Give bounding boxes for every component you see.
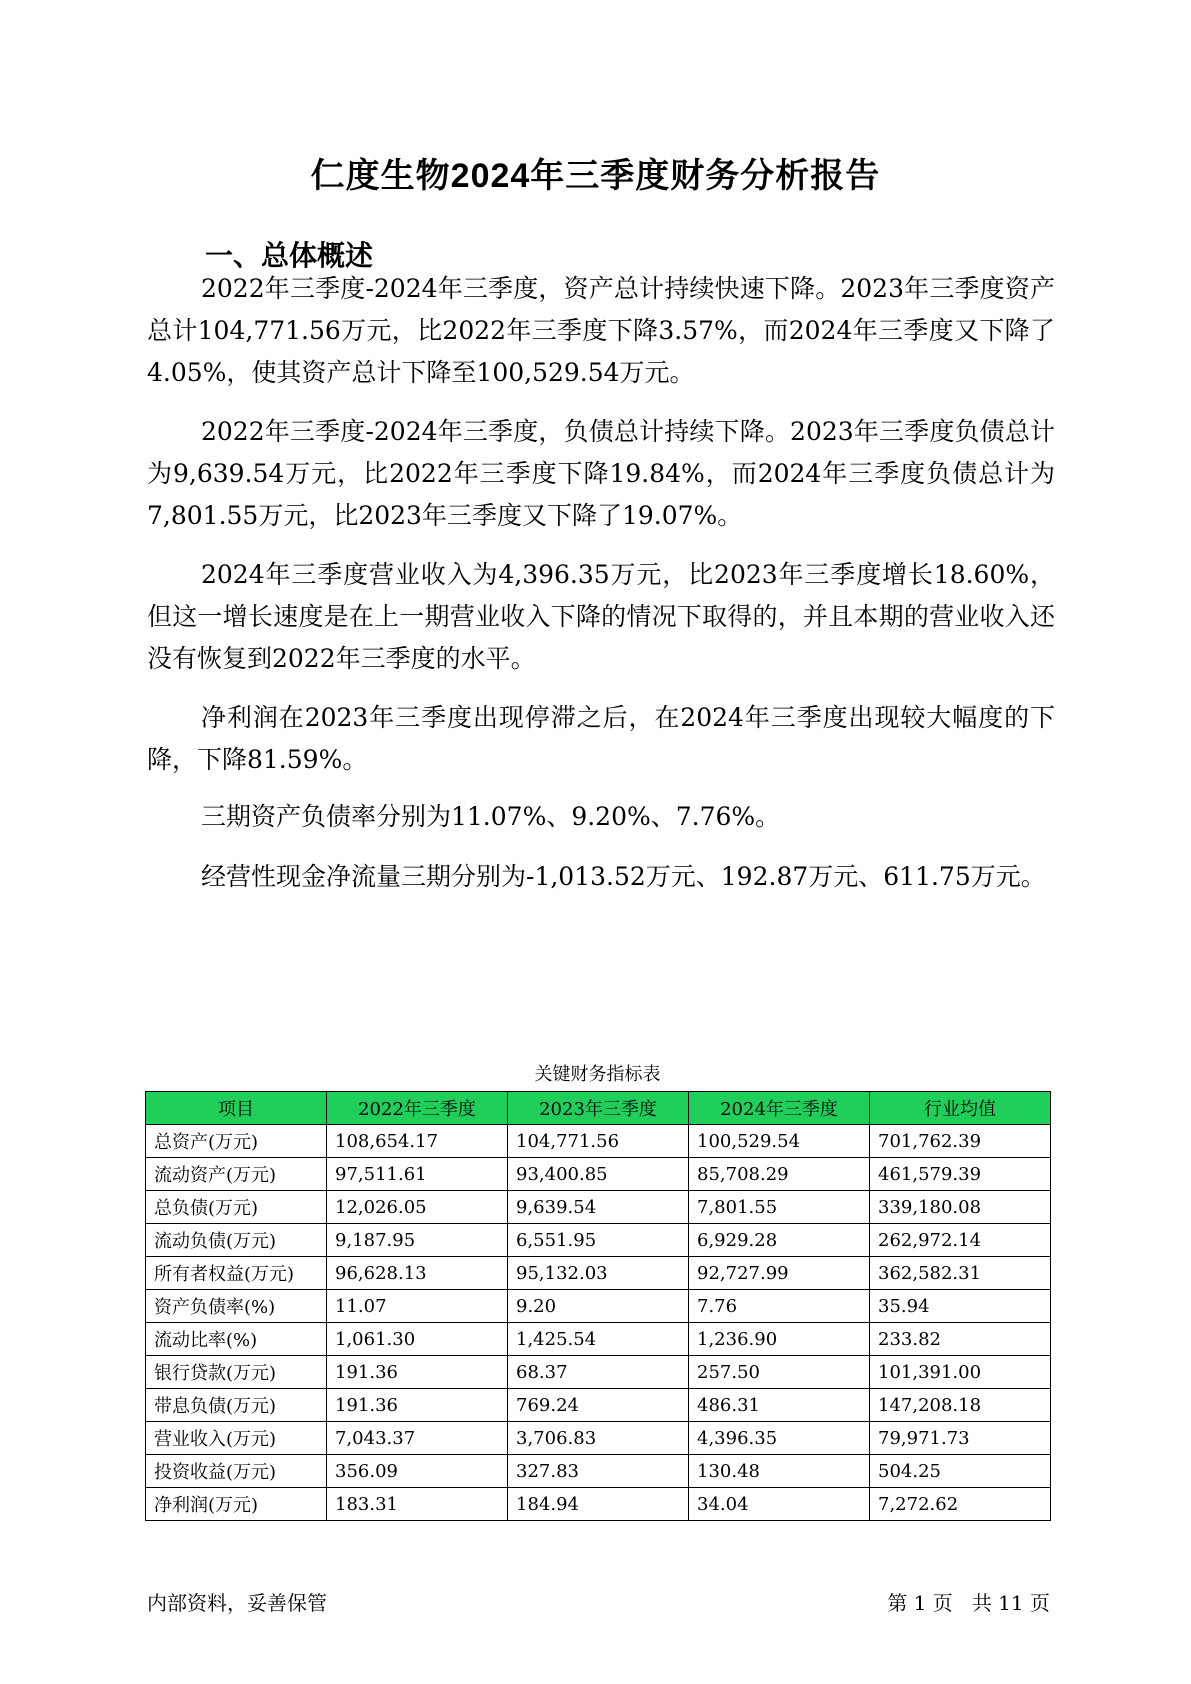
cell-value: 504.25: [870, 1455, 1051, 1488]
cell-value: 12,026.05: [327, 1191, 508, 1224]
cell-value: 96,628.13: [327, 1257, 508, 1290]
table-row: [146, 1125, 1051, 1158]
table-row: [146, 1323, 1051, 1356]
cell-value: 191.36: [327, 1356, 508, 1389]
paragraph-net-profit: 净利润在2023年三季度出现停滞之后，在2024年三季度出现较大幅度的下降，下降81.59%。: [147, 703, 1055, 774]
header-2024q3: 2024年三季度: [689, 1092, 870, 1125]
cell-value: 93,400.85: [508, 1158, 689, 1191]
row-label: 所有者权益(万元): [146, 1257, 327, 1290]
cell-value: 34.04: [689, 1488, 870, 1521]
row-label: 资产负债率(%): [146, 1290, 327, 1323]
row-label: 带息负债(万元): [146, 1389, 327, 1422]
cell-value: 191.36: [327, 1389, 508, 1422]
paragraph-total-liabilities: 2022年三季度-2024年三季度，负债总计持续下降。2023年三季度负债总计为9,639.54万元，比2022年三季度下降19.84%，而2024年三季度负债总计为7,801.55万元，比2023年三季度又下降了19.07%。: [147, 417, 1055, 530]
cell-value: 9.20: [508, 1290, 689, 1323]
cell-value: 1,061.30: [327, 1323, 508, 1356]
cell-value: 486.31: [689, 1389, 870, 1422]
cell-value: 327.83: [508, 1455, 689, 1488]
cell-value: 68.37: [508, 1356, 689, 1389]
cell-value: 79,971.73: [870, 1422, 1051, 1455]
table-caption: 关键财务指标表: [534, 1064, 661, 1085]
cell-value: 769.24: [508, 1389, 689, 1422]
cell-value: 184.94: [508, 1488, 689, 1521]
cell-value: 6,551.95: [508, 1224, 689, 1257]
cell-value: 1,236.90: [689, 1323, 870, 1356]
row-label: 流动负债(万元): [146, 1224, 327, 1257]
footer-confidential-note: 内部资料，妥善保管: [147, 1591, 327, 1615]
cell-value: 101,391.00: [870, 1356, 1051, 1389]
table-row: [146, 1422, 1051, 1455]
cell-value: 7.76: [689, 1290, 870, 1323]
table-row: [146, 1224, 1051, 1257]
table-row: [146, 1488, 1051, 1521]
cell-value: 97,511.61: [327, 1158, 508, 1191]
cell-value: 461,579.39: [870, 1158, 1051, 1191]
cell-value: 262,972.14: [870, 1224, 1051, 1257]
cell-value: 85,708.29: [689, 1158, 870, 1191]
header-item: 项目: [146, 1092, 327, 1125]
cell-value: 147,208.18: [870, 1389, 1051, 1422]
cell-value: 95,132.03: [508, 1257, 689, 1290]
cell-value: 108,654.17: [327, 1125, 508, 1158]
table-row: [146, 1455, 1051, 1488]
row-label: 流动资产(万元): [146, 1158, 327, 1191]
cell-value: 9,187.95: [327, 1224, 508, 1257]
table-header-row: [146, 1092, 1051, 1125]
cell-value: 362,582.31: [870, 1257, 1051, 1290]
paragraph-total-assets: 2022年三季度-2024年三季度，资产总计持续快速下降。2023年三季度资产总计104,771.56万元，比2022年三季度下降3.57%，而2024年三季度又下降了4.05%，使其资产总计下降至100,529.54万元。: [147, 274, 1055, 387]
paragraph-operating-cash-flow: 经营性现金净流量三期分别为-1,013.52万元、192.87万元、611.75万元。: [201, 862, 1046, 891]
cell-value: 183.31: [327, 1488, 508, 1521]
cell-value: 100,529.54: [689, 1125, 870, 1158]
row-label: 营业收入(万元): [146, 1422, 327, 1455]
row-label: 总负债(万元): [146, 1191, 327, 1224]
cell-value: 7,272.62: [870, 1488, 1051, 1521]
key-financial-indicators-table: [145, 1091, 1051, 1521]
header-industry-average: 行业均值: [870, 1092, 1051, 1125]
cell-value: 1,425.54: [508, 1323, 689, 1356]
cell-value: 356.09: [327, 1455, 508, 1488]
table-row: [146, 1158, 1051, 1191]
header-2023q3: 2023年三季度: [508, 1092, 689, 1125]
cell-value: 92,727.99: [689, 1257, 870, 1290]
cell-value: 701,762.39: [870, 1125, 1051, 1158]
cell-value: 7,801.55: [689, 1191, 870, 1224]
table-row: [146, 1356, 1051, 1389]
cell-value: 11.07: [327, 1290, 508, 1323]
cell-value: 130.48: [689, 1455, 870, 1488]
cell-value: 339,180.08: [870, 1191, 1051, 1224]
cell-value: 257.50: [689, 1356, 870, 1389]
cell-value: 35.94: [870, 1290, 1051, 1323]
paragraph-debt-ratio: 三期资产负债率分别为11.07%、9.20%、7.76%。: [201, 802, 781, 831]
row-label: 流动比率(%): [146, 1323, 327, 1356]
row-label: 总资产(万元): [146, 1125, 327, 1158]
row-label: 净利润(万元): [146, 1488, 327, 1521]
cell-value: 104,771.56: [508, 1125, 689, 1158]
paragraph-revenue: 2024年三季度营业收入为4,396.35万元，比2023年三季度增长18.60%，但这一增长速度是在上一期营业收入下降的情况下取得的，并且本期的营业收入还没有恢复到2022年三季度的水平。: [147, 560, 1055, 673]
row-label: 投资收益(万元): [146, 1455, 327, 1488]
page-title: 仁度生物2024年三季度财务分析报告: [310, 157, 881, 195]
cell-value: 9,639.54: [508, 1191, 689, 1224]
table-row: [146, 1257, 1051, 1290]
section-heading: 一、总体概述: [205, 240, 374, 271]
cell-value: 4,396.35: [689, 1422, 870, 1455]
table-row: [146, 1389, 1051, 1422]
footer-page-number: 第 1 页 共 11 页: [887, 1591, 1050, 1615]
header-2022q3: 2022年三季度: [327, 1092, 508, 1125]
table-row: [146, 1290, 1051, 1323]
cell-value: 6,929.28: [689, 1224, 870, 1257]
cell-value: 233.82: [870, 1323, 1051, 1356]
cell-value: 7,043.37: [327, 1422, 508, 1455]
table-row: [146, 1191, 1051, 1224]
row-label: 银行贷款(万元): [146, 1356, 327, 1389]
cell-value: 3,706.83: [508, 1422, 689, 1455]
